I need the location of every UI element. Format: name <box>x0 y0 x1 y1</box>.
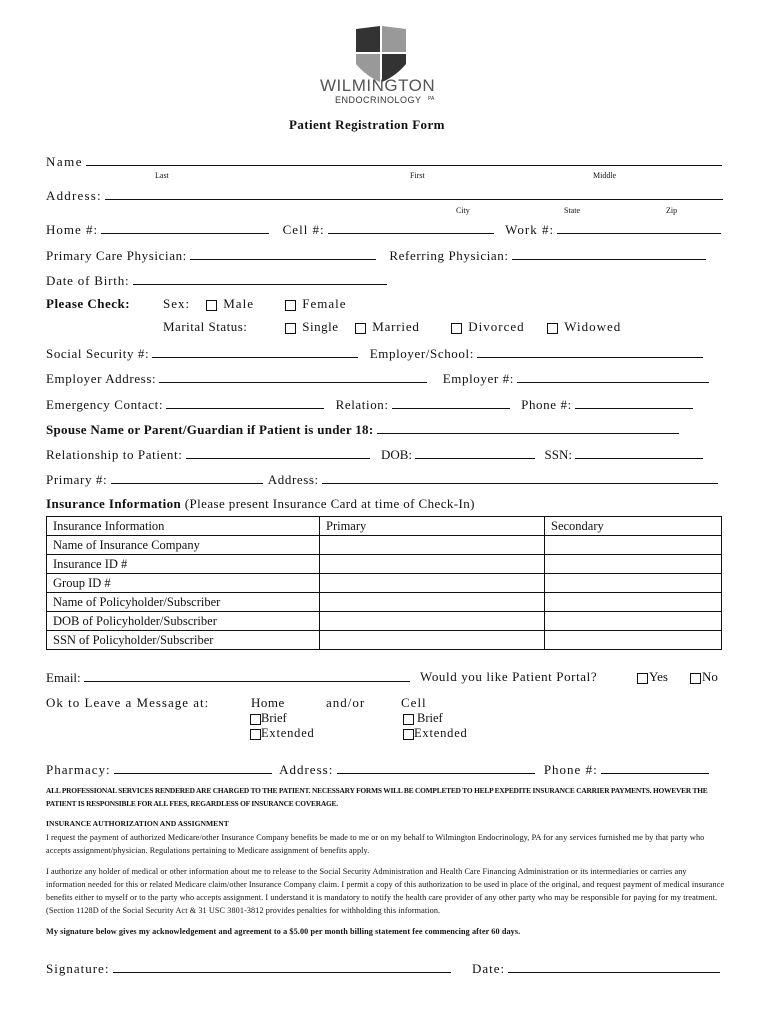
divorced-option[interactable] <box>451 319 525 335</box>
married-checkbox[interactable] <box>355 323 366 334</box>
spouse-label: Spouse Name or Parent/Guardian if Patient is under 18: <box>46 422 374 437</box>
male-checkbox[interactable] <box>206 300 217 311</box>
address-sub-zip: Zip <box>666 206 678 215</box>
address-sub-state: State <box>564 206 580 215</box>
row-label: SSN of Policyholder/Subscriber <box>47 631 320 650</box>
row-label: Group ID # <box>47 574 320 593</box>
signature-row <box>46 960 451 977</box>
insurance-heading-bold: Insurance Information <box>46 496 182 511</box>
name-label: Name <box>46 154 84 169</box>
home-extended-option[interactable] <box>250 726 315 741</box>
date-field[interactable] <box>508 960 720 973</box>
home-phone-field[interactable] <box>101 221 269 234</box>
logo-name: WILMINGTON <box>320 76 436 95</box>
row-label: Name of Insurance Company <box>47 536 320 555</box>
sex-male-option[interactable] <box>206 296 254 312</box>
cell-brief-checkbox[interactable] <box>403 714 414 725</box>
cell-extended-checkbox[interactable] <box>403 729 414 740</box>
table-row <box>47 555 722 574</box>
please-check-label: Please Check: <box>46 296 131 311</box>
sex-label: Sex: <box>163 296 191 311</box>
row-label: Insurance ID # <box>47 555 320 574</box>
primary-cell[interactable] <box>320 574 545 593</box>
referring-physician-label: Referring Physician: <box>389 248 509 263</box>
relationship-dob-label: DOB: <box>380 447 413 462</box>
home-extended-label: Extended <box>261 726 315 740</box>
phones-row <box>46 221 721 238</box>
relation-field[interactable] <box>392 396 510 409</box>
cell-extended-option[interactable] <box>403 726 468 741</box>
primary-cell[interactable] <box>320 555 545 574</box>
row-label: Name of Policyholder/Subscriber <box>47 593 320 612</box>
insurance-heading-note: (Please present Insurance Card at time of Check-In) <box>181 496 475 511</box>
emergency-phone-label: Phone #: <box>521 397 572 412</box>
secondary-cell[interactable] <box>545 593 722 612</box>
name-sub-last: Last <box>155 171 169 180</box>
divorced-label: Divorced <box>468 319 525 334</box>
portal-no-option[interactable] <box>690 669 718 685</box>
portal-yes-label: Yes <box>649 669 668 684</box>
cell-brief-label: Brief <box>417 711 443 725</box>
employer-number-label: Employer #: <box>442 371 514 386</box>
disclaimer-text: ALL PROFESSIONAL SERVICES RENDERED ARE CHARGED TO THE PATIENT. NECESSARY FORMS WILL BE COMPLETED TO HELP EXPEDITE INSURANCE CARRIER PAYMENTS. HOWEVER THE PATIENT IS RESPONSIBLE FOR ALL FEES, REGARDLESS OF INSURANCE COVERAGE. <box>46 786 708 808</box>
home-brief-label: Brief <box>261 711 287 725</box>
relationship-ssn-label: SSN: <box>544 447 572 462</box>
message-home-label: Home <box>251 695 285 710</box>
ssn-label: Social Security #: <box>46 346 150 361</box>
logo <box>318 24 448 108</box>
spouse-field[interactable] <box>377 421 679 434</box>
cell-label: Cell #: <box>282 222 325 237</box>
primary-address-field[interactable] <box>322 471 718 484</box>
address-sub-city: City <box>456 206 470 215</box>
pharmacy-phone-field[interactable] <box>601 761 709 774</box>
address-row <box>46 187 723 204</box>
signature-field[interactable] <box>113 960 451 973</box>
date-row <box>472 960 720 977</box>
secondary-cell[interactable] <box>545 574 722 593</box>
primary-row <box>46 471 718 488</box>
employer-school-field[interactable] <box>477 345 703 358</box>
name-field[interactable] <box>86 153 722 166</box>
primary-cell[interactable] <box>320 536 545 555</box>
page-title: Patient Registration Form <box>289 117 445 132</box>
ssn-field[interactable] <box>152 345 358 358</box>
dob-field[interactable] <box>133 272 387 285</box>
home-brief-checkbox[interactable] <box>250 714 261 725</box>
relationship-row <box>46 446 703 463</box>
insurance-heading <box>46 496 475 512</box>
primary-address-label: Address: <box>267 472 319 487</box>
pharmacy-address-label: Address: <box>279 762 334 777</box>
logo-pa: PA <box>428 96 435 102</box>
single-checkbox[interactable] <box>285 323 296 334</box>
auth-signature-note: My signature below gives my acknowledgement and agreement to a $5.00 per month billing statement fee commencing after 60 days. <box>46 927 521 936</box>
secondary-cell[interactable] <box>545 555 722 574</box>
widowed-checkbox[interactable] <box>547 323 558 334</box>
date-label: Date: <box>472 961 506 976</box>
primary-cell[interactable] <box>320 593 545 612</box>
table-row <box>47 612 722 631</box>
dob-row <box>46 272 387 289</box>
secondary-cell[interactable] <box>545 612 722 631</box>
signature-label: Signature: <box>46 961 110 976</box>
widowed-label: Widowed <box>564 319 622 334</box>
employer-number-field[interactable] <box>517 370 709 383</box>
work-phone-field[interactable] <box>557 221 721 234</box>
emergency-contact-field[interactable] <box>166 396 324 409</box>
work-label: Work #: <box>505 222 555 237</box>
referring-physician-field[interactable] <box>512 247 706 260</box>
employer-address-field[interactable] <box>159 370 427 383</box>
portal-yes-option[interactable] <box>637 669 668 685</box>
home-label: Home #: <box>46 222 99 237</box>
table-row <box>47 574 722 593</box>
pharmacy-row <box>46 761 709 778</box>
male-label: Male <box>223 296 254 311</box>
table-header: Insurance Information <box>47 517 320 536</box>
logo-shield-icon <box>318 24 448 84</box>
table-header: Secondary <box>545 517 722 536</box>
emergency-row <box>46 396 693 413</box>
secondary-cell[interactable] <box>545 536 722 555</box>
ssn-employer-row <box>46 345 703 362</box>
divorced-checkbox[interactable] <box>451 323 462 334</box>
relation-label: Relation: <box>335 397 389 412</box>
female-checkbox[interactable] <box>285 300 296 311</box>
home-extended-checkbox[interactable] <box>250 729 261 740</box>
relationship-field[interactable] <box>186 446 370 459</box>
logo-sub: ENDOCRINOLOGY <box>335 95 422 105</box>
auth-paragraph-2: I authorize any holder of medical or other information about me to release to the Social Security Administration and Health Care Financing Administration or its intermediaries or carries any information needed for this or related Medicare claim/other Insurance Company claim. I permit a copy of this authorization to be used in place of the original, and request payment of medical insurance benefits either to myself or to the party who accepts assignment. I understand it is mandatory to notify the health care provider of any other party who may be responsible for paying for my treatment. (Section 1128D of the Social Security Act & 31 USC 3801-3812 provides penalties for withholding this information. <box>46 867 725 915</box>
name-row <box>46 153 722 170</box>
married-option[interactable] <box>355 319 420 335</box>
auth-heading: INSURANCE AUTHORIZATION AND ASSIGNMENT <box>46 819 229 828</box>
portal-yes-checkbox[interactable] <box>637 673 648 684</box>
primary-cell[interactable] <box>320 631 545 650</box>
address-label: Address: <box>46 188 102 203</box>
table-row <box>47 631 722 650</box>
message-cell-label: Cell <box>401 695 427 710</box>
pharmacy-label: Pharmacy: <box>46 762 111 777</box>
sex-female-option[interactable] <box>285 296 347 312</box>
home-brief-option[interactable] <box>250 711 287 726</box>
table-header-row <box>47 517 722 536</box>
female-label: Female <box>302 296 347 311</box>
message-label: Ok to Leave a Message at: <box>46 695 210 710</box>
email-field[interactable] <box>84 669 410 682</box>
table-row <box>47 593 722 612</box>
employer-address-label: Employer Address: <box>46 371 157 386</box>
insurance-table <box>46 516 722 650</box>
portal-question: Would you like Patient Portal? <box>420 669 598 684</box>
secondary-cell[interactable] <box>545 631 722 650</box>
row-label: DOB of Policyholder/Subscriber <box>47 612 320 631</box>
cell-extended-label: Extended <box>414 726 468 740</box>
dob-label: Date of Birth: <box>46 273 130 288</box>
physicians-row <box>46 247 706 264</box>
primary-number-label: Primary #: <box>46 472 108 487</box>
name-sub-middle: Middle <box>593 171 617 180</box>
pharmacy-field[interactable] <box>114 761 272 774</box>
employer-school-label: Employer/School: <box>369 346 474 361</box>
auth-paragraph-1: I request the payment of authorized Medicare/other Insurance Company benefits be made to me or on my behalf to Wilmington Endocrinology, PA for any services furnished me by that party who accepts assignment/physician. Regulations pertaining to Medicare assignment of benefits apply. <box>46 833 705 855</box>
spouse-row <box>46 421 679 438</box>
widowed-option[interactable] <box>547 319 621 335</box>
message-andor-label: and/or <box>326 695 366 710</box>
cell-phone-field[interactable] <box>328 221 494 234</box>
emergency-phone-field[interactable] <box>575 396 693 409</box>
portal-no-label: No <box>702 669 718 684</box>
table-row <box>47 536 722 555</box>
marital-label: Marital Status: <box>163 319 248 334</box>
single-option[interactable] <box>285 319 338 335</box>
relationship-label: Relationship to Patient: <box>46 447 183 462</box>
pharmacy-phone-label: Phone #: <box>543 762 598 777</box>
email-row <box>46 669 410 686</box>
relationship-dob-field[interactable] <box>415 446 535 459</box>
primary-physician-label: Primary Care Physician: <box>46 248 187 263</box>
email-label: Email: <box>46 670 81 685</box>
relationship-ssn-field[interactable] <box>575 446 703 459</box>
name-sub-first: First <box>410 171 425 180</box>
single-label: Single <box>302 319 339 334</box>
employer-address-row <box>46 370 709 387</box>
cell-brief-option[interactable] <box>403 711 443 726</box>
table-header: Primary <box>320 517 545 536</box>
portal-no-checkbox[interactable] <box>690 673 701 684</box>
married-label: Married <box>372 319 420 334</box>
primary-cell[interactable] <box>320 612 545 631</box>
pharmacy-address-field[interactable] <box>337 761 535 774</box>
primary-number-field[interactable] <box>111 471 263 484</box>
emergency-contact-label: Emergency Contact: <box>46 397 164 412</box>
primary-physician-field[interactable] <box>190 247 376 260</box>
address-field[interactable] <box>105 187 723 200</box>
